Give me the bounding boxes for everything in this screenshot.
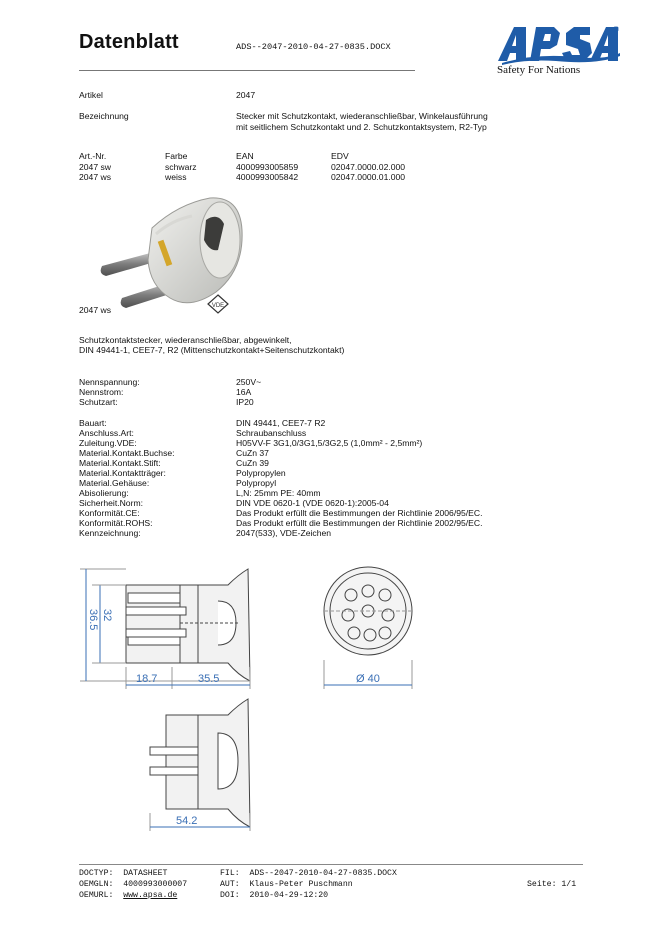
spec-label: Abisolierung: xyxy=(79,488,129,498)
doctyp-label: DOCTYP: xyxy=(79,869,114,878)
spec-value: DIN 49441, CEE7-7 R2 xyxy=(236,418,326,428)
artikel-label: Artikel xyxy=(79,90,103,100)
table-header: Farbe xyxy=(165,151,188,161)
rating-value: 250V~ xyxy=(236,377,262,387)
rating-label: Nennstrom: xyxy=(79,387,124,397)
dim-height-inner: 32 xyxy=(101,609,113,622)
doi-label: DOI: xyxy=(220,891,240,900)
table-header: Art.-Nr. xyxy=(79,151,107,161)
table-cell: 02047.0000.01.000 xyxy=(331,172,406,182)
technical-drawing xyxy=(78,565,423,835)
spec-label: Material.Gehäuse: xyxy=(79,478,150,488)
artikel-value: 2047 xyxy=(236,90,256,100)
oemurl-label: OEMURL: xyxy=(79,891,114,900)
page-number: Seite: 1/1 xyxy=(527,880,577,889)
brand-tagline: Safety For Nations xyxy=(497,64,581,76)
rating-label: Schutzart: xyxy=(79,397,118,407)
table-header: EAN xyxy=(236,151,254,161)
header-divider xyxy=(79,70,415,71)
dim-diameter: Ø 40 xyxy=(356,673,380,685)
table-cell: 2047 ws xyxy=(79,172,112,182)
dim-length: 54.2 xyxy=(176,815,198,827)
spec-label: Sicherheit.Norm: xyxy=(79,498,143,508)
specs-labels xyxy=(79,418,175,538)
spec-value: 2047(533), VDE-Zeichen xyxy=(236,528,332,538)
apsa-logo xyxy=(496,23,626,67)
page-title: Datenblatt xyxy=(79,31,179,53)
technical-drawing-icon xyxy=(78,565,423,833)
oemgln-label: OEMGLN: xyxy=(79,880,114,889)
svg-text:VDE: VDE xyxy=(211,303,225,309)
spec-label: Konformität.ROHS: xyxy=(79,518,153,528)
oemurl-link[interactable]: www.apsa.de xyxy=(123,891,178,900)
spec-value: Schraubanschluss xyxy=(236,428,307,438)
spec-label: Material.Kontakt.Stift: xyxy=(79,458,161,468)
rating-value: 16A xyxy=(236,387,252,397)
table-header: EDV xyxy=(331,151,349,161)
description-line-1: Schutzkontaktstecker, wiederanschließbar, abgewinkelt, xyxy=(79,335,292,345)
vde-mark-icon xyxy=(207,294,229,314)
footer-col-2 xyxy=(220,868,397,901)
dim-pin: 18.7 xyxy=(136,673,158,685)
table-cell: 02047.0000.02.000 xyxy=(331,161,406,172)
spec-value: Das Produkt erfüllt die Bestimmungen der Richtlinie 2006/95/EC. xyxy=(236,508,483,518)
photo-caption: 2047 ws xyxy=(79,305,112,315)
bezeichnung-line-2: mit seitlichem Schutzkontakt und 2. Schutzkontaktsystem, R2-Typ xyxy=(236,122,487,132)
spec-label: Bauart: xyxy=(79,418,107,428)
variants-col-edv xyxy=(331,151,405,183)
variants-col-ean xyxy=(236,151,298,183)
spec-value: CuZn 39 xyxy=(236,458,269,468)
footer-col-1 xyxy=(79,868,187,901)
variants-col-artnr xyxy=(79,151,111,183)
table-cell: 4000993005842 xyxy=(236,172,299,182)
spec-label: Kennzeichnung: xyxy=(79,528,141,538)
document-filename: ADS--2047-2010-04-27-0835.DOCX xyxy=(236,42,391,52)
spec-label: Konformität.CE: xyxy=(79,508,140,518)
variants-col-farbe xyxy=(165,151,197,183)
aut-value: Klaus-Peter Puschmann xyxy=(249,880,353,889)
svg-text:®: ® xyxy=(613,25,619,34)
description-line-2: DIN 49441-1, CEE7-7, R2 (Mittenschutzkontakt+Seitenschutzkontakt) xyxy=(79,345,345,355)
rating-value: IP20 xyxy=(236,397,254,407)
spec-label: Material.Kontaktträger: xyxy=(79,468,166,478)
spec-value: Das Produkt erfüllt die Bestimmungen der Richtlinie 2002/95/EC. xyxy=(236,518,483,528)
bezeichnung-line-1: Stecker mit Schutzkontakt, wiederanschließbar, Winkelausführung xyxy=(236,111,488,121)
doctyp-value: DATASHEET xyxy=(123,869,168,878)
table-cell: 4000993005859 xyxy=(236,161,299,172)
apsa-logo-icon xyxy=(496,23,626,65)
spec-label: Zuleitung.VDE: xyxy=(79,438,137,448)
table-cell: weiss xyxy=(165,172,187,182)
dim-height-outer: 36.5 xyxy=(87,609,99,631)
spec-value: L,N: 25mm PE: 40mm xyxy=(236,488,321,498)
footer-divider xyxy=(79,864,583,865)
bezeichnung-label: Bezeichnung xyxy=(79,111,129,121)
doi-value: 2010-04-29-12:20 xyxy=(249,891,329,900)
spec-value: H05VV-F 3G1,0/3G1,5/3G2,5 (1,0mm² - 2,5mm²) xyxy=(236,438,423,448)
fil-value: ADS--2047-2010-04-27-0835.DOCX xyxy=(249,869,397,878)
aut-label: AUT: xyxy=(220,880,240,889)
spec-value: CuZn 37 xyxy=(236,448,269,458)
table-cell: 2047 sw xyxy=(79,161,112,172)
spec-value: Polypropyl xyxy=(236,478,277,488)
spec-label: Material.Kontakt.Buchse: xyxy=(79,448,175,458)
table-cell: schwarz xyxy=(165,161,197,172)
specs-values xyxy=(236,418,482,538)
rating-label: Nennspannung: xyxy=(79,377,140,387)
vde-mark xyxy=(207,294,229,316)
spec-value: DIN VDE 0620-1 (VDE 0620-1):2005-04 xyxy=(236,498,389,508)
oemgln-value: 4000993000007 xyxy=(123,880,188,889)
ratings-labels xyxy=(79,377,140,407)
spec-value: Polypropylen xyxy=(236,468,286,478)
ratings-values xyxy=(236,377,261,407)
dim-body: 35.5 xyxy=(198,673,220,685)
spec-label: Anschluss.Art: xyxy=(79,428,134,438)
fil-label: FIL: xyxy=(220,869,240,878)
